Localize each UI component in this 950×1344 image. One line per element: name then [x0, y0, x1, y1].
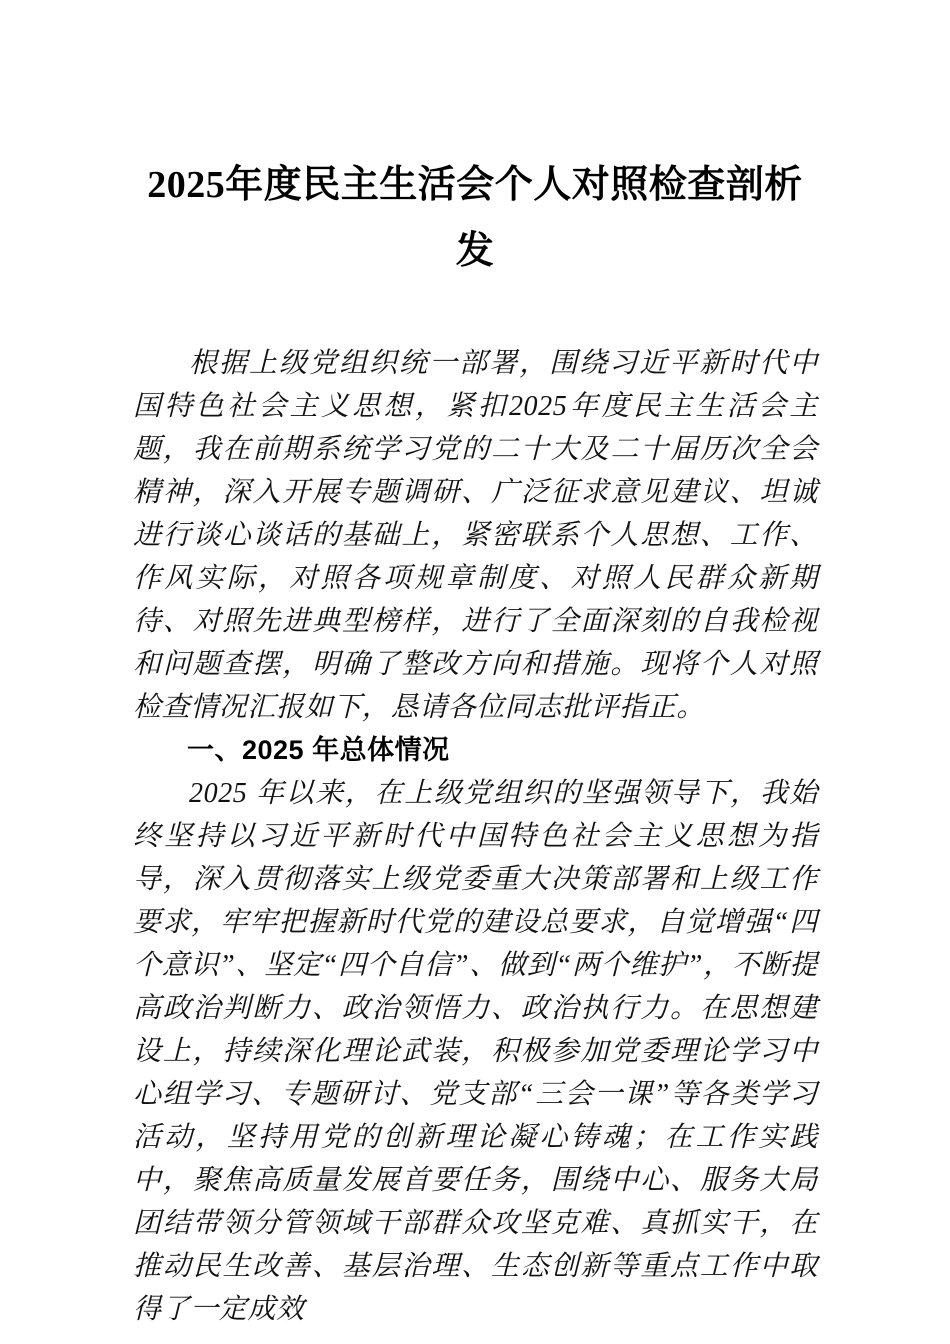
paragraph-section-1-body: 2025 年以来，在上级党组织的坚强领导下，我始终坚持以习近平新时代中国特色社会主义思想为指导，深入贯彻落实上级党委重大决策部署和上级工作要求，牢牢把握新时代党的建设总要求，自觉增强“四个意识”、坚定“四个自信”、做到“两个维护”，不断提高政治判断力、政治领悟力、政治执行力。在思想建设上，持续深化理论武装，积极参加党委理论学习中心组学习、专题研讨、党支部“三会一课”等各类学习活动，坚持用党的创新理论凝心铸魂；在工作实践中，聚焦高质量发展首要任务，围绕中心、服务大局团结带领分管领域干部群众攻坚克难、真抓实干，在推动民生改善、基层治理、生态创新等重点工作中取得了一定成效	[133, 778, 818, 1325]
document-content	[133, 0, 818, 1331]
page-title	[145, 0, 805, 284]
paragraph-intro: 根据上级党组织统一部署，围绕习近平新时代中国特色社会主义思想，紧扣2025年度民主生活会主题，我在前期系统学习党的二十大及二十届历次全会精神，深入开展专题调研、广泛征求意见建议、坦诚进行谈心谈话的基础上，紧密联系个人思想、工作、作风实际，对照各项规章制度、对照人民群众新期待、对照先进典型榜样，进行了全面深刻的自我检视和问题查摆，明确了整改方向和措施。现将个人对照检查情况汇报如下，恳请各位同志批评指正。	[133, 348, 818, 723]
section-heading-overview: 一、2025 年总体情况	[187, 735, 450, 765]
title-body-spacer	[133, 284, 818, 342]
page-title-line-1: 2025年度民主生活会个人对照检查剖析发	[147, 164, 803, 272]
